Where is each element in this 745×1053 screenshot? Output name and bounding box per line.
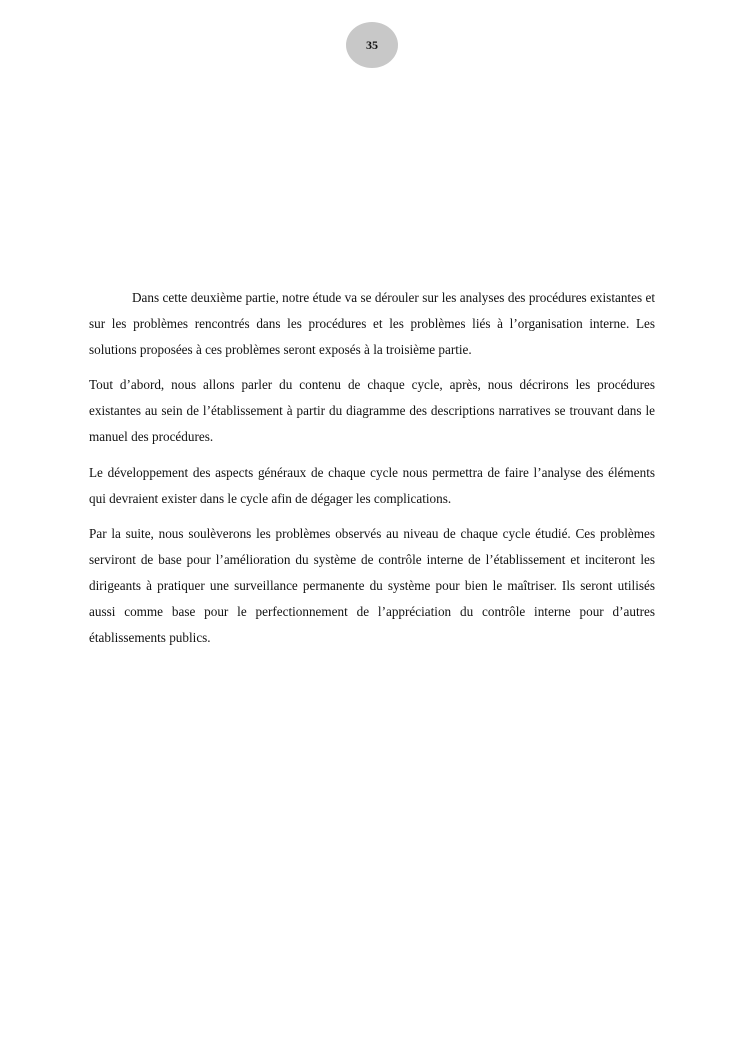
page-number: 35 — [366, 37, 378, 52]
body-text — [89, 285, 655, 660]
paragraph-general-aspects: Le développement des aspects généraux de chaque cycle nous permettra de faire l’analyse des éléments qui devraient exister dans le cycle afin de dégager les complications. — [89, 464, 655, 506]
page-number-badge — [346, 22, 398, 68]
paragraph-cycle-content: Tout d’abord, nous allons parler du contenu de chaque cycle, après, nous décrirons les procédures existantes au sein de l’établissement à partir du diagramme des descriptions narratives se trouvant dans le manuel des procédures. — [89, 377, 655, 444]
paragraph-problems-observed: Par la suite, nous soulèverons les problèmes observés au niveau de chaque cycle étudié. Ces problèmes serviront de base pour l’amélioration du système de contrôle interne de l’établissement et inciteront les dirigeants à pratiquer une surveillance permanente du système pour bien le maîtriser. Ils seront utilisés aussi comme base pour le perfectionnement de l’appréciation du contrôle interne pour d’autres établissements publics. — [89, 526, 655, 645]
paragraph-introduction: Dans cette deuxième partie, notre étude va se dérouler sur les analyses des procédures existantes et sur les problèmes rencontrés dans les procédures et les problèmes liés à l’organisation interne. Les solutions proposées à ces problèmes seront exposés à la troisième partie. — [89, 290, 655, 357]
